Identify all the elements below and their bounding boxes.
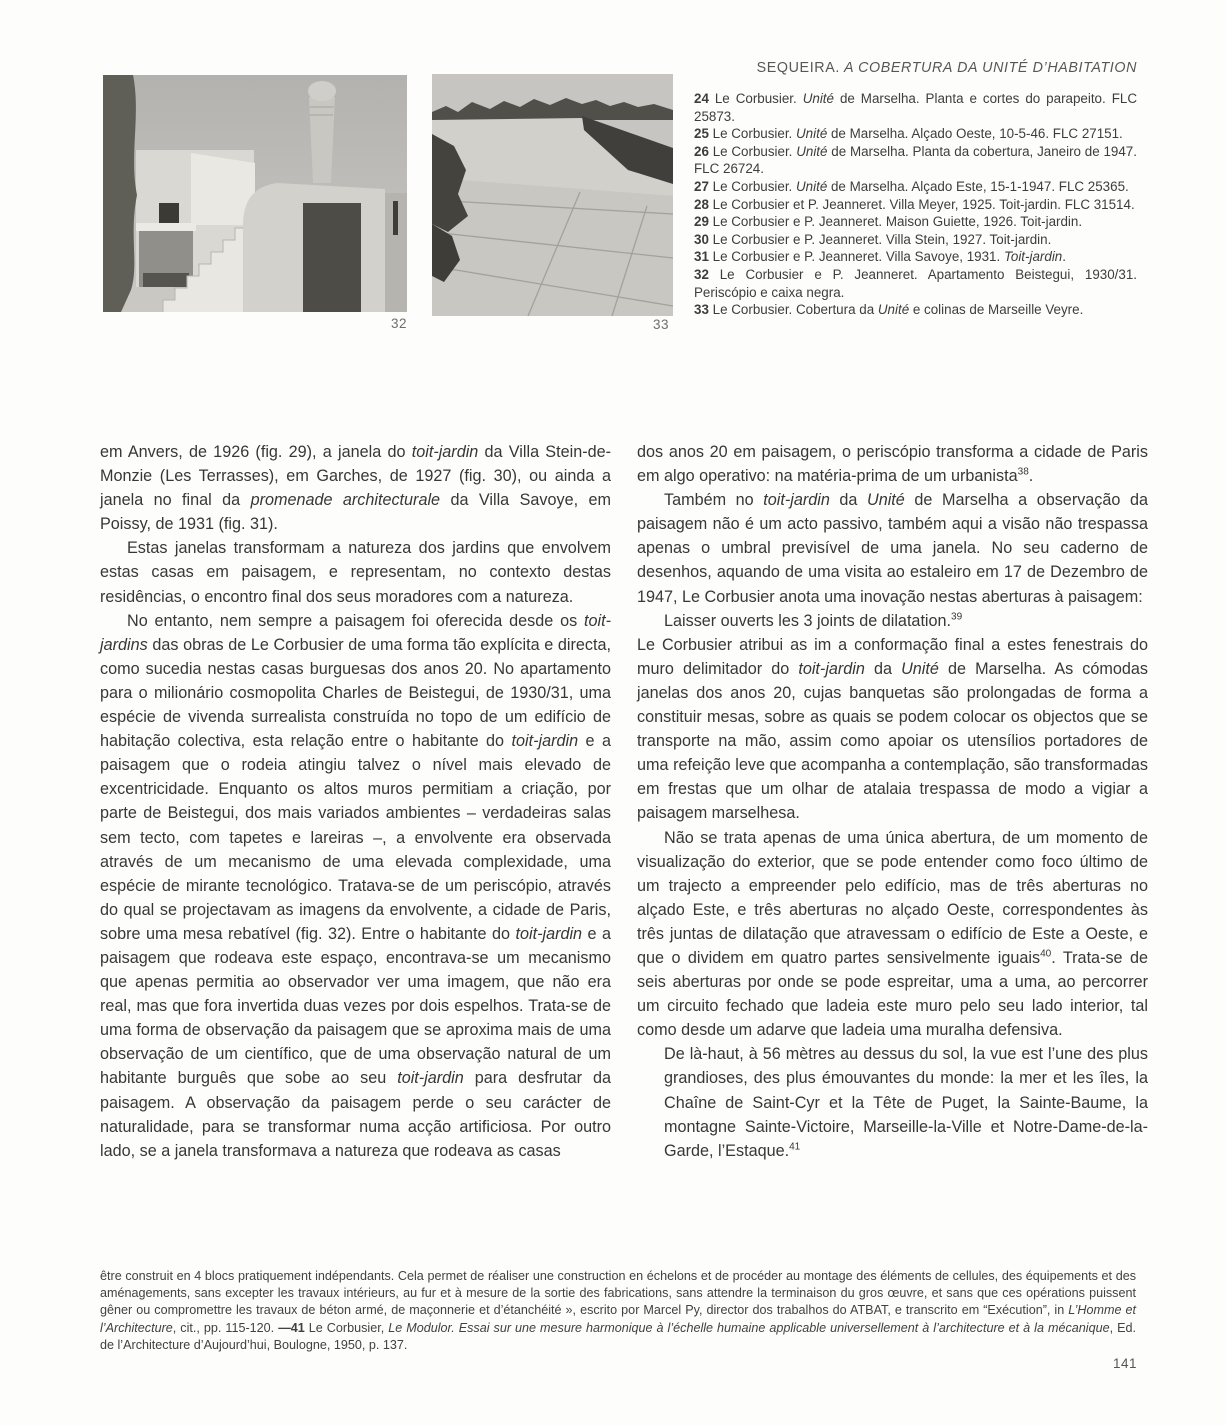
figure-33 bbox=[432, 74, 673, 332]
running-header bbox=[560, 60, 1137, 76]
caption-29: 29 Le Corbusier e P. Jeanneret. Maison Guiette, 1926. Toit-jardin. bbox=[694, 214, 1083, 230]
paragraph-left-1: em Anvers, de 1926 (fig. 29), a janela do toit-jardin da Villa Stein-de-Monzie (Les Terrasses), em Garches, de 1927 (fig. 30), ou ainda a janela no final da promenade architecturale da Villa Savoye, em Poissy, de 1931 (fig. 31). bbox=[100, 443, 611, 534]
unite-roof-photo bbox=[432, 74, 673, 316]
caption-26: 26 Le Corbusier. Unité de Marselha. Planta da cobertura, Janeiro de 1947. FLC 26724. bbox=[694, 143, 1137, 177]
paragraph-right-4: Não se trata apenas de uma única abertura, de um momento de visualização do exterior, que se pode entender como foco último de um trajecto a empreender pelo edifício, mas de três aberturas no alçado Este, e três aberturas no alçado Oeste, correspondentes às três juntas de dilatação que atravessam o edifício de Este a Oeste, e que o dividem em quatro partes sensivelmente iguais$^{40}$. Trata-se de seis aberturas por onde se pode espreitar, uma a uma, ao percorrer um circuito fechado que ladeia este muro pelo seu lado interior, tal como desde um adarve que ladeia uma muralha defensiva. bbox=[637, 828, 1149, 1040]
page-number: 141 bbox=[1112, 1356, 1137, 1371]
figure-32 bbox=[103, 75, 407, 331]
paragraph-right-1: dos anos 20 em paisagem, o periscópio transforma a cidade de Paris em algo operativo: na matéria-prima de um urbanista$^{38}$. bbox=[637, 443, 1148, 486]
caption-30: 30 Le Corbusier e P. Jeanneret. Villa Stein, 1927. Toit-jardin. bbox=[694, 231, 1052, 247]
paragraph-left-2: Estas janelas transformam a natureza dos jardins que envolvem estas casas em paisagem, e representam, no contexto destas residências, o encontro final dos seus moradores com a natureza. bbox=[100, 539, 611, 606]
caption-27: 27 Le Corbusier. Unité de Marselha. Alçado Este, 15-1-1947. FLC 25365. bbox=[694, 178, 1129, 194]
caption-33: 33 Le Corbusier. Cobertura da Unité e colinas de Marseille Veyre. bbox=[694, 302, 1084, 318]
paragraph-right-3: Le Corbusier atribui as im a conformação final a estes fenestrais do muro delimitador do toit-jardin da Unité de Marselha. As cómodas janelas dos anos 20, cujas banquetas são prolongadas de forma a constituir mesas, sobre as quais se podem colocar os objectos que se transporte na mão, assim como apoiar os utensílios portadores de uma refeição leve que acompanha a contemplação, são transformadas em frestas que um olhar de atalaia trespassa de modo a vigiar a paisagem marselhesa. bbox=[637, 635, 1148, 823]
caption-31: 31 Le Corbusier e P. Jeanneret. Villa Savoye, 1931. Toit-jardin. bbox=[694, 249, 1066, 265]
figure-33-label: 33 bbox=[652, 317, 669, 332]
footnote-block bbox=[100, 1268, 1136, 1354]
figure-32-label: 32 bbox=[390, 316, 407, 331]
blockquote-view-description: De là-haut, à 56 mètres au dessus du sol, la vue est l’une des plus grandioses, des plus émouvantes du monde: la mer et les îles, la Chaîne de Saint-Cyr et la Tête de Puget, la Sainte-Baume, la montagne Sainte-Victoire, Marseille-la-Ville et Notre-Dame-de-la-Garde, l’Estaque.$^{41}$ bbox=[664, 1045, 1148, 1160]
paragraph-right-2: Também no toit-jardin da Unité de Marselha a observação da paisagem não é um acto passivo, também aqui a visão não trespassa apenas o umbral previsível de uma janela. No seu caderno de desenhos, aquando de uma visita ao estaleiro em 17 de Dezembro de 1947, Le Corbusier anota uma inovação nestas aberturas à paisagem: bbox=[637, 491, 1148, 606]
text-column-right bbox=[637, 440, 1148, 1163]
figure-caption-list bbox=[694, 90, 1137, 319]
caption-24: 24 Le Corbusier. Unité de Marselha. Planta e cortes do parapeito. FLC 25873. bbox=[694, 91, 1137, 124]
caption-32: 32 Le Corbusier e P. Jeanneret. Apartamento Beistegui, 1930/31. Periscópio e caixa negra. bbox=[694, 266, 1137, 300]
text-column-left bbox=[100, 440, 611, 1163]
footnote-text: être construit en 4 blocs pratiquement indépendants. Cela permet de réaliser une construction en échelons et de procéder au montage des éléments de cellules, des équipements et des aménagements, sans excepter les travaux intérieurs, au fur et à mesure de la sortie des fabrications, sans attendre la terminaison du gros œuvre, et sans que ces opérations puissent gêner ou compromettre les travaux de béton armé, de maçonnerie et d’étanchéité », escrito por Marcel Py, director dos trabalhos do ATBAT, e transcrito em “Exécution”, in L’Homme et l’Architecture, cit., pp. 115-120. —41 Le Corbusier, Le Modulor. Essai sur une mesure harmonique à l’échelle humaine applicable universellement à l’architecture et à la mécanique, Ed. de l’Architecture d’Aujourd’hui, Boulogne, 1950, p. 137. bbox=[100, 1269, 1136, 1352]
paragraph-left-3: No entanto, nem sempre a paisagem foi oferecida desde os toit-jardins das obras de Le Corbusier de uma forma tão explícita e directa, como sucedia nestas casas burguesas dos anos 20. No apartamento para o milionário cosmopolita Charles de Beistegui, de 1930/31, uma espécie de vivenda surrealista construída no topo de um edifício de habitação colectiva, esta relação entre o habitante do toit-jardin e a paisagem que o rodeia atingiu talvez o nível mais elevado de excentricidade. Enquanto os altos muros permitiam a criação, por parte de Beistegui, dos mais variados ambientes – verdadeiras salas sem tecto, com tapetes e lareiras –, a envolvente era observada através de um mecanismo de uma elevada complexidade, uma espécie de mirante tecnológico. Tratava-se de um periscópio, através do qual se projectavam as imagens da envolvente, a cidade de Paris, sobre uma mesa rebatível (fig. 32). Entre o habitante do toit-jardin e a paisagem que rodeava este espaço, encontrava-se um mecanismo que apenas permitia ao observador ver uma imagem, que não era real, mas que fora invertida duas vezes por dois espelhos. Trata-se de uma forma de observação da paisagem que se aproxima mais de uma observação de um científico, que de uma observação natural de um habitante burguês que sobe ao seu toit-jardin para desfrutar da paisagem. A observação da paisagem perde o seu carácter de naturalidade, para se transformar numa acção artificiosa. Por outro lado, se a janela transformava a natureza que rodeava as casas bbox=[100, 611, 612, 1160]
beistegui-roof-photo bbox=[103, 75, 407, 312]
caption-25: 25 Le Corbusier. Unité de Marselha. Alçado Oeste, 10-5-46. FLC 27151. bbox=[694, 126, 1123, 142]
running-header-author: SEQUEIRA. bbox=[756, 60, 840, 76]
quotation-lecorbusier-note: Laisser ouverts les 3 joints de dilatation.$^{39}$ bbox=[664, 611, 963, 630]
running-header-title: A COBERTURA DA UNITÉ D’HABITATION bbox=[839, 60, 1137, 76]
caption-28: 28 Le Corbusier et P. Jeanneret. Villa Meyer, 1925. Toit-jardin. FLC 31514. bbox=[694, 196, 1135, 212]
